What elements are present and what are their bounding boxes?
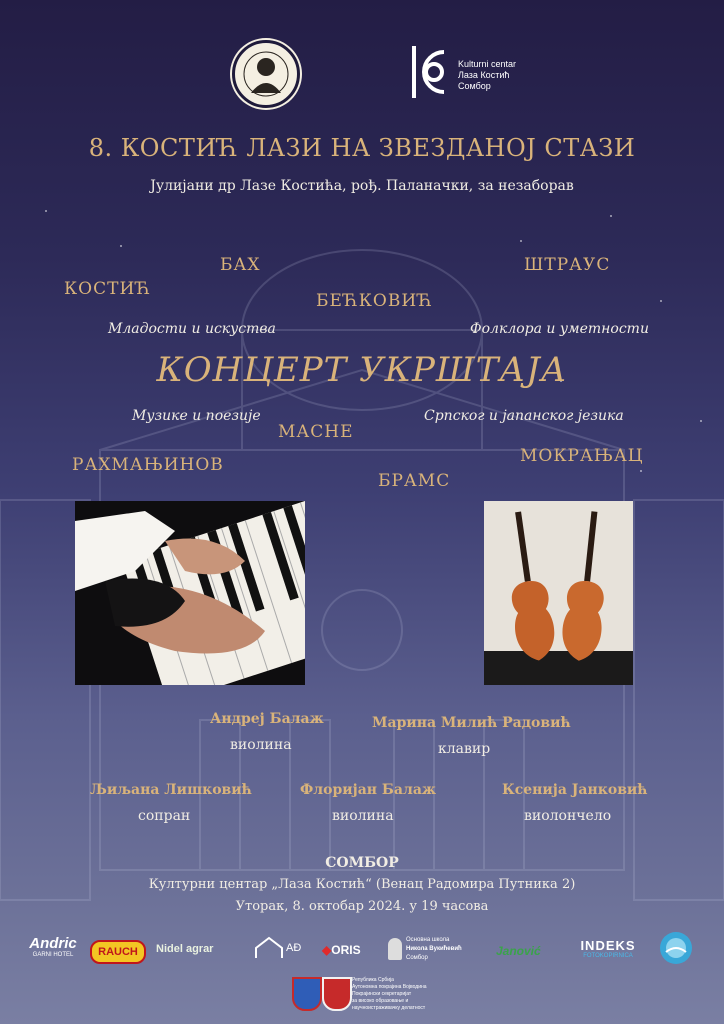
performer-2-name: Марина Милић Радовић — [372, 715, 571, 731]
circle-logo-icon — [658, 930, 694, 966]
performer-3-role: сопран — [138, 808, 191, 824]
performer-5-name: Ксенија Јанковић — [502, 782, 648, 798]
ad-logo-text: AĐ — [286, 942, 302, 954]
school-line-2: Никола Вукићевић — [406, 946, 462, 952]
composer-bah: БАХ — [220, 255, 261, 275]
school-line-3: Сомбор — [406, 955, 428, 961]
province-line-5: научноистраживачку делатност — [352, 1005, 426, 1011]
event-title: 8. КОСТИЋ ЛАЗИ НА ЗВЕЗДАНОЈ СТАЗИ — [88, 134, 636, 162]
phrase-folklora: Фолклора и уметности — [470, 321, 649, 337]
composer-masne: МАСНЕ — [278, 422, 354, 442]
composer-strauss: ШТРАУС — [524, 255, 611, 275]
sponsor-nidel: Nidel agrar — [156, 943, 214, 955]
phrase-mladosti: Младости и искуства — [108, 321, 276, 337]
composer-beckovic: БЕЋКОВИЋ — [316, 291, 433, 311]
school-portrait-icon — [388, 938, 402, 960]
kc-mark-icon — [410, 44, 454, 100]
school-line-1: Основна школа — [406, 937, 450, 943]
portrait-icon — [235, 43, 297, 105]
composer-kostic: КОСТИЋ — [64, 279, 152, 299]
indeks-logo-text: INDEKS — [580, 938, 636, 953]
sponsor-ad — [254, 936, 306, 962]
andric-logo-sub: GARNI HOTEL — [32, 952, 74, 958]
province-line-2: Аутономна покрајина Војводина — [352, 984, 427, 990]
kc-line-3: Сомбор — [458, 81, 491, 91]
sponsor-indeks — [572, 938, 644, 964]
andric-logo-text: Andric — [29, 935, 77, 952]
performer-4-role: виолина — [332, 808, 394, 824]
sponsor-oris — [322, 943, 361, 957]
composer-rahmanjinov: РАХМАЊИНОВ — [72, 455, 224, 475]
violins-photo — [484, 501, 633, 685]
event-subtitle: Јулијани др Лазе Костића, рођ. Паланачки, за незаборав — [150, 178, 574, 194]
sponsor-school — [388, 936, 492, 964]
performer-3-name: Љиљана Лишковић — [90, 782, 252, 798]
indeks-logo-sub: FOTOKOPIRNICA — [583, 953, 633, 959]
performer-1-role: виолина — [230, 737, 292, 753]
venue-city: СОМБОР — [325, 855, 399, 871]
venue-place: Културни центар „Лаза Костић“ (Венац Радомира Путника 2) — [148, 877, 576, 892]
performer-5-role: виолончело — [524, 808, 612, 824]
piano-photo — [75, 501, 305, 685]
house-icon — [254, 936, 284, 960]
performer-1-name: Андреј Балаж — [210, 711, 324, 727]
kulturni-centar-logo — [410, 44, 540, 100]
province-line-3: Покрајински секретаријат — [352, 991, 412, 997]
province-line-4: за високо образовање и — [352, 998, 409, 1004]
venue-datetime: Уторак, 8. октобар 2024. у 19 часова — [235, 899, 489, 914]
performer-4-name: Флоријан Балаж — [300, 782, 437, 798]
sponsor-andric — [24, 936, 82, 964]
oris-logo-text: ORIS — [331, 943, 361, 957]
composer-brams: БРАМС — [378, 471, 451, 491]
sponsor-janovic: Janović — [496, 944, 541, 958]
oris-mark-icon: ◆ — [322, 943, 332, 957]
phrase-srpskog: Српског и јапанског језика — [424, 408, 624, 424]
performer-2-role: клавир — [438, 741, 491, 757]
coat-of-arms-icon-1 — [292, 977, 322, 1011]
composer-mokranjac: МОКРАЊАЦ — [520, 446, 644, 466]
kc-line-2: Лаза Костић — [458, 70, 510, 80]
province-line-1: Република Србија — [352, 977, 394, 983]
sponsor-rauch: RAUCH — [90, 940, 146, 964]
sponsor-blue-circle — [658, 930, 694, 966]
kc-line-1: Kulturni centar — [458, 59, 517, 69]
phrase-muzike: Музике и поезије — [132, 408, 261, 424]
sponsor-province — [292, 975, 442, 1011]
coat-of-arms-icon-2 — [322, 977, 352, 1011]
kostic-portrait-logo — [232, 40, 300, 108]
concert-title: КОНЦЕРТ УКРШТАЈА — [156, 350, 568, 390]
